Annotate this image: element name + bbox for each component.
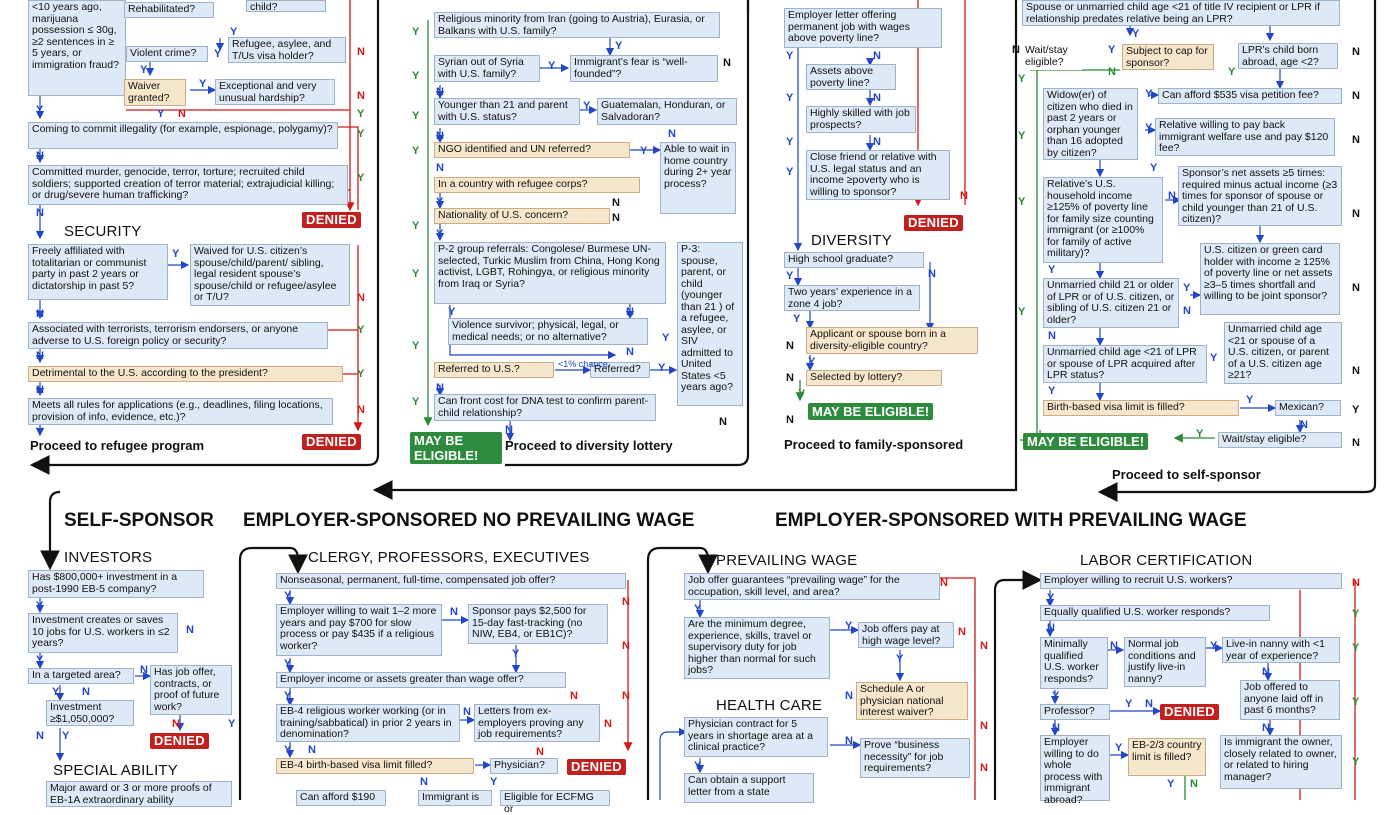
q-rehabilitated: Rehabilitated? [124,2,214,18]
answer-label: Y [412,340,420,352]
answer-label: N [172,718,180,730]
q-syrian: Syrian out of Syria with U.S. family? [434,55,540,82]
answer-label: Y [786,92,794,104]
outcome-eligible: MAY BE ELIGIBLE! [808,403,933,420]
q-minimally-qualified: Minimally qualified U.S. worker responds? [1040,637,1108,689]
q-child: child? [246,0,326,12]
q-professor: Professor? [1040,704,1110,720]
answer-label: N [1168,190,1176,202]
q-violent-crime: Violent crime? [126,46,208,62]
q-widow-orphan: Widow(er) of citizen who died in past 2 years or orphan younger than 16 adopted by citizen? [1043,88,1138,160]
answer-label: Y [412,110,420,122]
answer-label: N [36,384,44,396]
q-afford-190: Can afford $190 [296,790,386,806]
answer-label: N [450,606,458,618]
answer-label: Y [658,362,666,374]
answer-label: Y [1210,640,1218,652]
answer-label: Y [357,368,365,380]
outcome-denied: DENIED [150,733,209,749]
answer-label: N [980,720,988,732]
answer-label: N [36,207,44,219]
q-unmarried-under-21: Unmarried child age <21 of LPR or spouse of LPR acquired after LPR status? [1043,345,1207,383]
answer-label: Y [662,332,670,344]
q-creates-10-jobs: Investment creates or saves 10 jobs for U.S. workers in ≤2 years? [28,613,178,653]
answer-label: N [1352,208,1360,220]
q-major-award: Major award or 3 or more proofs of EB-1A extraordinary ability [46,781,232,807]
answer-label: Y [214,48,222,60]
q-normal-job-conditions: Normal job conditions and justify live-in nanny? [1124,637,1206,687]
heading-special-ability: SPECIAL ABILITY [53,762,178,779]
q-employer-income: Employer income or assets greater than wage offer? [276,672,566,688]
outcome-eligible [410,432,502,464]
q-whole-process: Employer willing to do whole process with immigrant abroad? [1040,735,1110,801]
outcome-denied: DENIED [904,215,963,231]
answer-label: Y [1210,352,1218,364]
answer-label: N [612,197,620,209]
answer-label: N [1352,365,1360,377]
answer-label: N [1352,134,1360,146]
q-letters-ex-employers: Letters from ex-employers proving any job requirements? [474,704,600,742]
q-laid-off: Job offered to anyone laid off in past 6 months? [1240,680,1340,720]
answer-label: Y [798,388,806,400]
q-immigrant-is: Immigrant is [418,790,492,806]
answer-label: N [873,92,881,104]
answer-label: N [1352,46,1360,58]
q-live-in-nanny: Live-in nanny with <1 year of experience? [1222,637,1340,663]
q-subject-to-cap: Subject to cap for sponsor? [1122,44,1214,70]
answer-label: N [1183,305,1191,317]
q-nationality-concern: Nationality of U.S. concern? [434,208,610,224]
answer-label: Y [62,730,70,742]
q-refugee-holder: Refugee, asylee, and T/Us visa holder? [228,37,346,63]
q-dna-test: Can front cost for DNA test to confirm parent-child relationship? [434,394,656,421]
answer-label: N [36,308,44,320]
answer-label: N [357,404,365,416]
answer-label: Y [357,108,365,120]
answer-label: N [1048,330,1056,342]
answer-label: Y [52,686,60,698]
answer-label: Y [1132,28,1140,40]
answer-label: Y [284,744,292,756]
answer-label: Y [140,64,148,76]
q-ngo-referred: NGO identified and UN referred? [434,142,630,158]
answer-label: Y [1115,742,1123,754]
q-green-card-joint: U.S. citizen or green card holder with income ≥ 125% of poverty line or net assets ≥3–5 times shortfall and willing to be joint sponsor? [1200,243,1340,315]
answer-label: Y [896,653,904,665]
answer-label: N [604,718,612,730]
answer-label: Y [36,600,44,612]
heading-security: SECURITY [64,223,142,240]
answer-label: Y [1018,306,1026,318]
answer-label: Y [786,136,794,148]
q-wait-stay-eligible: Wait/stay eligible? [1022,44,1082,70]
answer-label: Y [1228,66,1236,78]
answer-label: Y [694,603,702,615]
answer-label: N [436,130,444,142]
answer-label: N [1352,90,1360,102]
answer-label: N [186,624,194,636]
q-minimum-degree: Are the minimum degree, experience, skills, travel or supervisory duty for job higher than normal for such jobs? [684,617,830,679]
answer-label: Y [1150,162,1158,174]
q-recruit-us-workers: Employer willing to recruit U.S. workers? [1040,573,1342,589]
answer-label: N [845,735,853,747]
heading-health-care: HEALTH CARE [716,697,823,714]
q-spouse-title-iv: Spouse or unmarried child age <21 of title IV recipient or LPR if relationship predates relative being an LPR? [1022,0,1340,26]
answer-label: N [82,686,90,698]
answer-label: N [140,664,148,676]
q-owner-related: Is immigrant the owner, closely related to owner, or related to hiring manager? [1220,735,1342,789]
q-eligible-ecfmg: Eligible for ECFMG or [500,790,610,806]
answer-label: N [1262,722,1270,734]
q-violence-survivor: Violence survivor; physical, legal, or medical needs; or no alternative? [448,318,648,345]
q-nonseasonal-job: Nonseasonal, permanent, full-time, compensated job offer? [276,573,626,589]
q-selected-lottery: Selected by lottery? [806,370,942,386]
answer-label: N [36,350,44,362]
q-p3-family: P-3: spouse, parent, or child (younger than 21 ) of a refugee, asylee, or SIV admitted to United States <5 years ago? [677,242,743,406]
eligible-line-2: ELIGIBLE! [414,448,479,463]
answer-label: Y [412,268,420,280]
answer-label: N [845,690,853,702]
proceed-refugee: Proceed to refugee program [30,438,205,453]
answer-label: N [960,190,968,202]
q-physician: Physician? [490,758,558,774]
q-physician-contract: Physician contract for 5 years in shortage area at a clinical practice? [684,717,828,757]
q-younger-than-21: Younger than 21 and parent with U.S. status? [434,98,580,125]
q-close-friend: Close friend or relative with U.S. legal status and an income ≥poverty who is willing to sponsor? [806,150,950,200]
answer-label: N [786,340,794,352]
q-business-necessity: Prove “business necessity” for job requirements? [860,738,970,778]
answer-label: N [570,690,578,702]
answer-label: N [1108,66,1116,78]
answer-label: N [873,50,881,62]
answer-label: N [626,306,634,318]
answer-label: Y [357,172,365,184]
outcome-denied: DENIED [1160,704,1219,720]
outcome-eligible: MAY BE ELIGIBLE! [1023,433,1148,450]
answer-label: Y [845,620,853,632]
answer-label: Y [1108,44,1116,56]
outcome-denied: DENIED [302,434,361,450]
answer-label: N [1047,622,1055,634]
answer-label: N [612,212,620,224]
answer-label: N [357,46,365,58]
answer-label: Y [1246,394,1254,406]
answer-label: N [626,346,634,358]
answer-label: Y [412,145,420,157]
answer-label: N [1352,577,1360,589]
heading-prevailing-wage: PREVAILING WAGE [716,552,858,569]
answer-label: Y [412,26,420,38]
q-investment-1050k: Investment ≥$1,050,000? [46,700,134,726]
answer-label: N [1110,640,1118,652]
answer-label: Y [412,220,420,232]
answer-label: Y [1052,690,1060,702]
q-illegality: Coming to commit illegality (for example, espionage, polygamy)? [28,122,338,149]
answer-label: Y [284,690,292,702]
answer-label: N [1145,698,1153,710]
q-high-school: High school graduate? [784,252,924,268]
q-totalitarian: Freely affiliated with totalitarian or communist party in past 2 years or dictatorship in past 5? [28,244,168,300]
answer-label: N [622,640,630,652]
answer-label: Y [357,128,365,140]
answer-label: Y [448,306,456,318]
answer-label: N [668,128,676,140]
answer-label: N [1262,666,1270,678]
answer-label: Y [1196,428,1204,440]
answer-label: Y [412,70,420,82]
q-afford-535: Can afford $535 visa petition fee? [1158,88,1342,104]
q-eb4-religious: EB-4 religious worker working (or in training/sabbatical) in prior 2 years in denomination? [276,704,460,742]
q-unmarried-citizen: Unmarried child age <21 or spouse of a U.S. citizen, or parent of a U.S. citizen age ≥21? [1224,322,1342,384]
proceed-self: Proceed to self-sponsor [1112,467,1261,482]
answer-label: Y [230,26,238,38]
q-highly-skilled: Highly skilled with job prospects? [806,106,916,133]
q-rules: Meets all rules for applications (e.g., deadlines, filing locations, provision of info, evidence, etc.)? [28,398,333,425]
answer-label: N [463,706,471,718]
heading-investors: INVESTORS [64,549,153,566]
q-refugee-corps: In a country with refugee corps? [434,177,640,193]
answer-label: Y [412,396,420,408]
answer-label: N [622,690,630,702]
q-household-income: Relative’s U.S. household income ≥125% of poverty line for family size counting immigrant (or ≥100% for family of active military)? [1043,177,1163,263]
answer-label: Y [1352,404,1360,416]
answer-label: N [622,596,630,608]
proceed-diversity: Proceed to diversity lottery [505,438,673,453]
answer-label: Y [1145,88,1153,100]
heading-diversity: DIVERSITY [811,232,892,249]
q-employer-wait-12: Employer willing to wait 1–2 more years and pay $700 for slow process or pay $435 if a religious worker? [276,604,442,656]
answer-label: Y [36,104,44,116]
q-job-offer-proof: Has job offer, contracts, or proof of future work? [150,665,232,715]
q-wait-stay-eligible-2: Wait/stay eligible? [1218,432,1342,448]
q-eb4-visa-limit: EB-4 birth-based visa limit filled? [276,758,474,774]
answer-label: N [1052,722,1060,734]
answer-label: Y [1352,756,1360,768]
answer-label: N [1012,44,1020,56]
answer-label: Y [1183,282,1191,294]
q-p2-referrals: P-2 group referrals: Congolese/ Burmese UN-selected, Turkic Muslim from China, Hong Kong activist, LGBT, Rohingya, or religious minority from Iraq or Syria? [434,242,666,304]
answer-label: N [436,86,444,98]
answer-label: N [1352,437,1360,449]
answer-label: Y [640,145,648,157]
answer-label: Y [1018,196,1026,208]
answer-label: Y [1018,130,1026,142]
q-investment-800k: Has $800,000+ investment in a post-1990 EB-5 company? [28,570,204,598]
answer-label: N [719,416,727,428]
answer-label: Y [1167,778,1175,790]
q-targeted-area: In a targeted area? [28,668,134,684]
section-title-employer-no-wage: EMPLOYER-SPONSORED NO PREVAILING WAGE [243,510,695,531]
outcome-denied: DENIED [302,212,361,228]
q-prevailing-wage-guarantee: Job offer guarantees “prevailing wage” for the occupation, skill level, and area? [684,573,940,600]
answer-label: N [178,108,186,120]
answer-label: N [980,640,988,652]
q-born-diversity-country: Applicant or spouse born in a diversity-eligible country? [806,327,978,354]
answer-label: Y [36,426,44,438]
answer-label: N [436,162,444,174]
q-referred-to-us: Referred to U.S.? [434,362,554,378]
q-guatemalan: Guatemalan, Honduran, or Salvadoran? [597,98,737,125]
answer-label: Y [284,658,292,670]
answer-label: N [723,57,731,69]
answer-label: Y [228,718,236,730]
heading-clergy: CLERGY, PROFESSORS, EXECUTIVES [308,549,590,566]
answer-label: Y [1352,608,1360,620]
answer-label: Y [583,100,591,112]
q-birth-visa-limit: Birth-based visa limit is filled? [1043,400,1239,416]
q-waived: Waived for U.S. citizen’s spouse/child/parent/ sibling, legal resident spouse’s spouse/child or refugee/asylee or T/U? [190,244,350,306]
answer-label: Y [436,228,444,240]
answer-label: Y [284,590,292,602]
answer-label: Y [1048,264,1056,276]
answer-label: Y [436,196,444,208]
q-sponsor-2500: Sponsor pays $2,500 for 15-day fast-tracking (no NIW, EB4, or EB1C)? [468,604,608,644]
q-equally-qualified: Equally qualified U.S. worker responds? [1040,605,1270,621]
q-well-founded-fear: Immigrant’s fear is “well-founded”? [570,55,718,82]
eligible-line-1: MAY BE [414,433,464,448]
answer-label: Y [490,776,498,788]
answer-label: Y [1145,122,1153,134]
q-two-years-experience: Two years’ experience in a zone 4 job? [784,285,920,311]
q-religious-minority: Religious minority from Iran (going to Austria), Eurasia, or Balkans with U.S. family? [434,12,720,38]
q-net-assets: Sponsor’s net assets ≥5 times: required minus actual income (≥3 times for sponsor of spouse or child younger than 21 of U.S. citizen)? [1178,166,1342,226]
answer-label: Y [548,60,556,72]
answer-label: N [357,292,365,304]
q-employer-letter: Employer letter offering permanent job with wages above poverty line? [784,8,942,48]
answer-label: N [1190,778,1198,790]
answer-label: Y [1047,592,1055,604]
answer-label: Y [172,248,180,260]
q-detrimental: Detrimental to the U.S. according to the president? [28,366,343,382]
answer-label: Y [786,270,794,282]
answer-label: Y [793,313,801,325]
q-eb23-limit: EB-2/3 country limit is filled? [1128,738,1206,776]
answer-label: N [36,730,44,742]
answer-label: N [980,762,988,774]
answer-label: Y [1352,696,1360,708]
answer-label: Y [808,356,816,368]
answer-label: N [308,744,316,756]
outcome-denied: DENIED [567,759,626,775]
proceed-family: Proceed to family-sponsored [784,437,964,452]
section-title-employer-with-wage: EMPLOYER-SPONSORED WITH PREVAILING WAGE [775,510,1247,531]
section-title-self-sponsor: SELF-SPONSOR [64,510,214,531]
q-support-letter: Can obtain a support letter from a state [684,773,814,803]
answer-label: N [36,150,44,162]
answer-label: Y [786,50,794,62]
q-crime-record: <10 years ago, marijuana possession ≤ 30g, ≥2 sentences in ≥ 5 years, or immigration fraud? [28,0,126,96]
q-able-to-wait: Able to wait in home country during 2+ year process? [660,142,736,214]
answer-label: N [536,746,544,758]
q-waiver-granted: Waiver granted? [124,79,186,106]
q-murder: Committed murder, genocide, terror, torture; recruited child soldiers; supported creation of terror material; extrajudicial killing; or drug/severe human trafficking? [28,165,348,205]
answer-label: Y [1018,73,1026,85]
answer-label: Y [615,40,623,52]
answer-label: Y [1048,385,1056,397]
q-unmarried-21-or-older: Unmarried child 21 or older of LPR or of U.S. citizen, or sibling of U.S. citizen 21 or older? [1043,278,1179,328]
answer-label: N [505,424,513,436]
answer-label: N [1300,419,1308,431]
q-mexican: Mexican? [1275,400,1341,416]
q-high-wage-level: Job offers pay at high wage level? [858,622,954,648]
q-schedule-a: Schedule A or physician national interest waiver? [856,682,968,720]
answer-label: N [786,414,794,426]
answer-label: Y [157,108,165,120]
q-lpr-child-abroad: LPR’s child born abroad, age <2? [1238,43,1338,69]
answer-label: Y [786,166,794,178]
answer-label: N [436,382,444,394]
answer-label: Y [1352,642,1360,654]
chance-label: <1% chance [558,359,608,369]
answer-label: Y [357,324,365,336]
q-assets-poverty: Assets above poverty line? [806,64,896,90]
q-hardship: Exceptional and very unusual hardship? [215,79,335,105]
answer-label: N [958,626,966,638]
answer-label: N [786,372,794,384]
answer-label: Y [36,654,44,666]
q-terrorists: Associated with terrorists, terrorism endorsers, or anyone adverse to U.S. foreign policy or security? [28,322,328,349]
answer-label: N [357,90,365,102]
answer-label: N [940,577,948,589]
answer-label: Y [512,648,520,660]
heading-labor-cert: LABOR CERTIFICATION [1080,552,1253,569]
answer-label: Y [694,760,702,772]
q-referred: Referred? [590,362,650,378]
answer-label: N [420,776,428,788]
answer-label: Y [1125,698,1133,710]
q-relative-willing-pay: Relative willing to pay back immigrant welfare use and pay $120 fee? [1155,118,1335,156]
answer-label: N [928,268,936,280]
answer-label: Y [199,78,207,90]
answer-label: N [873,136,881,148]
answer-label: N [1352,282,1360,294]
